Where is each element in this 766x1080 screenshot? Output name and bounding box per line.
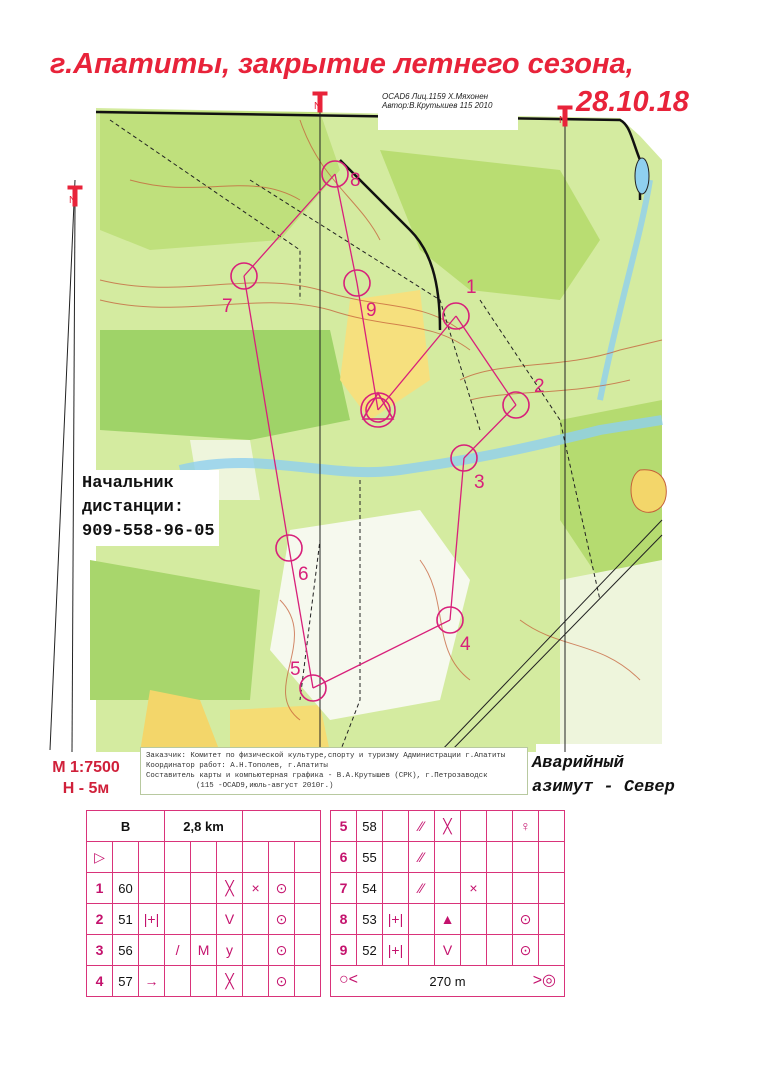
start-triangle-icon: ▷ xyxy=(87,842,113,873)
description-symbol: × xyxy=(243,873,269,904)
map-title-line2: 28.10.18 xyxy=(576,86,689,118)
description-symbol: ⊙ xyxy=(269,873,295,904)
credits-line-3: Составитель карты и компьютерная графика - В.А.Крутышев (СРК), г.Петрозаводск xyxy=(146,772,488,780)
description-symbol: ╳ xyxy=(217,966,243,997)
control-index: 9 xyxy=(331,935,357,966)
description-symbol: |+| xyxy=(139,904,165,935)
description-symbol: ⁄⁄ xyxy=(409,873,435,904)
credits-line-4: (115 -OCAD9,июль-август 2010г.) xyxy=(196,782,334,790)
description-row xyxy=(331,935,565,966)
north-arrow-label: N xyxy=(559,115,567,126)
finish-row xyxy=(331,966,565,997)
control-code: 60 xyxy=(113,873,139,904)
control-number-1: 1 xyxy=(466,277,477,298)
control-number-3: 3 xyxy=(474,472,485,493)
map-title-line1: г.Апатиты, закрытие летнего сезона, xyxy=(50,48,634,80)
north-arrow-label: N xyxy=(314,101,322,112)
control-code: 51 xyxy=(113,904,139,935)
description-symbol: × xyxy=(461,873,487,904)
finish-distance: 270 m xyxy=(429,973,466,989)
description-symbol: ⊙ xyxy=(513,904,539,935)
control-description-left xyxy=(86,810,321,997)
description-symbol: |+| xyxy=(383,904,409,935)
description-symbol: ⊙ xyxy=(269,966,295,997)
description-symbol: V xyxy=(217,904,243,935)
description-symbol: y xyxy=(217,935,243,966)
description-symbol: ╳ xyxy=(435,811,461,842)
emergency-line-2: азимут - Север xyxy=(532,778,675,797)
description-row xyxy=(331,842,565,873)
description-row xyxy=(331,904,565,935)
description-symbol: ⊙ xyxy=(269,904,295,935)
ocad-info-box xyxy=(378,90,518,130)
control-number-4: 4 xyxy=(460,634,471,655)
control-index: 3 xyxy=(87,935,113,966)
ocad-line-2: Автор:В.Крутышев 115 2010 xyxy=(382,101,493,110)
open-area xyxy=(230,705,330,752)
north-arrow-label: N xyxy=(69,195,77,206)
description-symbol: ⊙ xyxy=(269,935,295,966)
contact-line-2: дистанции: xyxy=(82,498,185,517)
description-row xyxy=(87,904,321,935)
description-symbol: ⁄⁄ xyxy=(409,811,435,842)
control-code: 56 xyxy=(113,935,139,966)
description-row xyxy=(331,811,565,842)
control-index: 1 xyxy=(87,873,113,904)
emergency-line-1: Аварийный xyxy=(532,754,624,773)
ocad-line-1: OCAD6 Лиц.1159 Х.Мяхонен xyxy=(382,92,489,101)
control-index: 2 xyxy=(87,904,113,935)
forest-dense-zone xyxy=(100,330,350,440)
map-credits xyxy=(140,747,528,795)
control-index: 4 xyxy=(87,966,113,997)
control-index: 8 xyxy=(331,904,357,935)
control-number-2: 2 xyxy=(534,376,545,397)
control-index: 5 xyxy=(331,811,357,842)
description-row xyxy=(87,873,321,904)
map-scale xyxy=(36,757,136,799)
description-symbol: ▲ xyxy=(435,904,461,935)
control-code: 54 xyxy=(357,873,383,904)
description-symbol: → xyxy=(139,966,165,997)
description-symbol: ♀ xyxy=(513,811,539,842)
control-code: 55 xyxy=(357,842,383,873)
finish-icon: >◎ xyxy=(532,972,556,989)
credits-line-1: Заказчик: Комитет по физической культуре,спорту и туризму Администрации г.Апатиты xyxy=(146,752,506,760)
lake xyxy=(635,158,649,194)
contour-interval: Н - 5м xyxy=(62,780,110,797)
class-label: B xyxy=(87,811,165,842)
control-number-8: 8 xyxy=(350,170,361,191)
control-index: 6 xyxy=(331,842,357,873)
control-number-6: 6 xyxy=(298,564,309,585)
description-symbol: M xyxy=(191,935,217,966)
start-row xyxy=(87,842,321,873)
control-number-9: 9 xyxy=(366,300,377,321)
description-header xyxy=(87,811,321,842)
control-code: 57 xyxy=(113,966,139,997)
description-row xyxy=(87,966,321,997)
description-symbol: / xyxy=(165,935,191,966)
scale-ratio: М 1:7500 xyxy=(52,759,120,776)
contact-line-1: Начальник xyxy=(82,474,174,493)
control-code: 52 xyxy=(357,935,383,966)
course-director-contact xyxy=(78,470,219,546)
control-code: 53 xyxy=(357,904,383,935)
description-symbol: ╳ xyxy=(217,873,243,904)
emergency-bearing xyxy=(532,752,675,800)
control-number-7: 7 xyxy=(222,296,233,317)
control-description-right xyxy=(330,810,565,997)
control-code: 58 xyxy=(357,811,383,842)
course-length: 2,8 km xyxy=(165,811,243,842)
contact-phone: 909-558-96-05 xyxy=(82,522,215,541)
control-number-5: 5 xyxy=(290,659,301,680)
description-symbol: |+| xyxy=(383,935,409,966)
description-symbol: ⁄⁄ xyxy=(409,842,435,873)
finish-start-icon: ○< xyxy=(339,971,359,988)
description-symbol: ⊙ xyxy=(513,935,539,966)
control-index: 7 xyxy=(331,873,357,904)
description-symbol: V xyxy=(435,935,461,966)
description-row xyxy=(87,935,321,966)
credits-line-2: Координатор работ: А.Н.Тополев, г.Апатиты xyxy=(146,762,328,770)
description-row xyxy=(331,873,565,904)
map-logo xyxy=(631,470,666,513)
